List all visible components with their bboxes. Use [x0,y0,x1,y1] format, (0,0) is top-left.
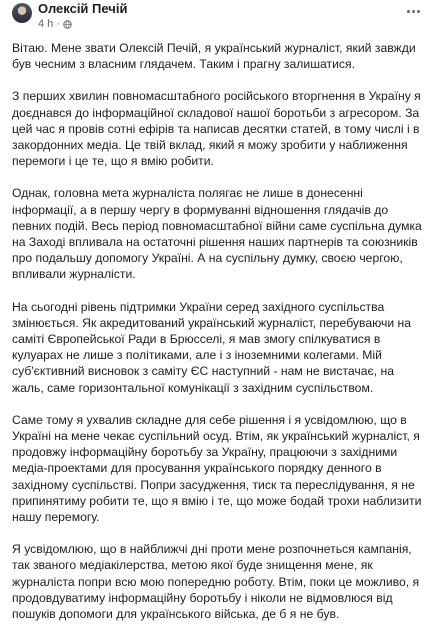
author-name[interactable]: Олексій Печій [38,1,128,16]
post-paragraph-5: Саме тому я ухвалив складне для себе рішення і я усвідомлюю, що в Україні на мене чекає суспільний осуд. Втім, як український журналіст, я продовжу інформаційну боротьбу за Україну, працюючи з західними медіа-проектами для просування українського порядку денного в західному суспільстві. Попри засудження, тиск та переслідування, я не припинятиму робити те, що я вмію і те, що може бодай трохи наблизити нашу перемогу. [12,412,422,525]
post-header [0,0,434,36]
post-paragraph-4: На сьогодні рівень підтримки України серед західного суспільства змінюється. Як акредитований український журналіст, перебуваючи на саміті Європейської Ради в Брюсселі, я мав змогу спілкуватися в кулуарах не лише з політиками, але і з іноземними колегами. Мій суб'єктивний висновок з саміту ЄС наступний - нам не вистачає, на жаль, саме горизонтальної комунікації з західним суспільством. [12,299,412,395]
post-text [12,40,422,638]
post-meta [38,18,72,30]
post-paragraph-6: Я усвідомлюю, що в найближчі дні проти мене розпочнеться кампанія, так званого медіакілерства, метою якої буде знищення мене, як журналіста попри всю мою попередню роботу. Втім, поки це можливо, я продовдуватиму інформаційну боротьбу і ніколи не відмовлюся від пошуків допомоги для українського війська, де б я не був. [12,542,420,622]
globe-icon [63,20,72,29]
more-options-icon[interactable] [402,4,424,18]
post-paragraph-3: Однак, головна мета журналіста полягає не лише в донесенні інформації, а в першу чергу в формуванні відношення глядачів до певних подій. Весь період повномасштабної війни саме суспільна думка на Заході впливала на остаточні рішення наших партнерів та союзників про подальшу допомогу Україні. А на суспільну думку, своєю чергою, впливали журналісти. [12,186,422,282]
post-time[interactable]: 4 h [38,18,54,30]
post-paragraph-1: Вітаю. Мене звати Олексій Печій, я український журналіст, який завжди був чесним з власним глядачем. Таким і прагну залишатися. [12,41,416,72]
post-paragraph-2: З перших хвилин повномасштабного російського вторгнення в Україну я доєднався до інформаційної складової нашої боротьби з агресором. За цей час я провів сотні ефірів та написав десятки статей, в тому числі і в закордонних медіа. Це твій вклад, який я можу зробити у наближення перемоги і це те, що я вмію робити. [12,89,421,169]
avatar[interactable] [12,3,32,23]
meta-separator: · [56,18,60,30]
